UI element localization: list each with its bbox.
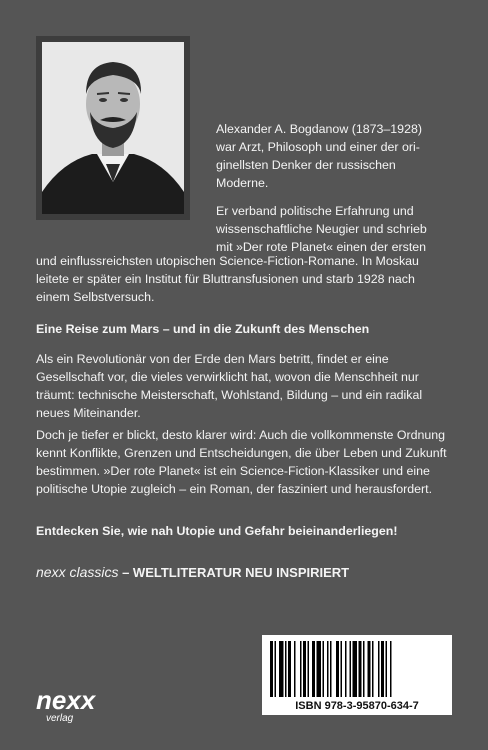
bio-line: mit »Der rote Planet« einen der ersten	[216, 240, 427, 254]
bio-line: war Arzt, Philosoph und einer der ori-	[216, 140, 420, 154]
description-paragraph-2: Doch je tiefer er blickt, desto klarer wird: Auch die vollkommenste Ordnung kennt Konflikte, Grenzen und Entscheidungen, die über Leben und Zukunft bestimmen. »Der rote Planet« ist ein Science-Fiction-Klassiker und eine politische Utopie zugleich – ein Roman, der fasziniert und herausfordert.	[36, 428, 447, 496]
barcode-bar	[336, 641, 339, 697]
bio-line: leitete er später ein Institut für Bluttransfusionen und starb 1928 nach	[36, 272, 415, 286]
description-paragraph-1: Als ein Revolutionär von der Erde den Mars betritt, findet er eine Gesellschaft vor, die vieles verwirklicht hat, wovon die Menschheit nur träumt: technische Meisterschaft, Wohlstand, Bildung – und ein radikal neues Miteinander.	[36, 352, 423, 420]
bio-line	[216, 192, 466, 202]
barcode-bar	[279, 641, 284, 697]
barcode	[262, 635, 452, 715]
bio-right-block	[216, 120, 466, 256]
headline: Eine Reise zum Mars – und in die Zukunft des Menschen	[36, 322, 370, 336]
bio-line: ginellsten Denker der russischen	[216, 158, 396, 172]
barcode-bar	[330, 641, 332, 697]
bio-line: Alexander A. Bogdanow (1873–1928)	[216, 122, 422, 136]
barcode-bar	[303, 641, 306, 697]
portrait-image	[42, 42, 184, 214]
barcode-bar	[350, 641, 352, 697]
logo-subtitle: verlag	[46, 713, 74, 724]
barcode-bar	[294, 641, 296, 697]
barcode-bar	[288, 641, 291, 697]
bio-full-block	[36, 252, 456, 306]
barcode-bar	[368, 641, 371, 697]
barcode-bar	[323, 641, 325, 697]
bio-line: einem Selbstversuch.	[36, 290, 155, 304]
publisher-logo	[36, 685, 96, 724]
barcode-bar	[312, 641, 315, 697]
isbn-text: ISBN 978-3-95870-634-7	[295, 700, 419, 712]
barcode-bars	[270, 641, 444, 697]
barcode-bar	[353, 641, 358, 697]
tagline: Entdecken Sie, wie nah Utopie und Gefahr beieinanderliegen!	[36, 524, 398, 538]
barcode-bar	[300, 641, 302, 697]
barcode-bar	[381, 641, 384, 697]
barcode-bar	[345, 641, 347, 697]
barcode-bar	[363, 641, 365, 697]
barcode-bar	[359, 641, 362, 697]
barcode-bar	[341, 641, 343, 697]
barcode-bar	[372, 641, 374, 697]
series-subtitle: – WELTLITERATUR NEU INSPIRIERT	[118, 565, 350, 580]
barcode-bar	[270, 641, 273, 697]
bio-line: Moderne.	[216, 176, 269, 190]
bio-line: und einflussreichsten utopischen Science-Fiction-Romane. In Moskau	[36, 254, 419, 268]
series-brand: nexx classics	[36, 564, 119, 580]
barcode-bar	[275, 641, 277, 697]
barcode-bar	[386, 641, 388, 697]
barcode-bar	[317, 641, 322, 697]
series-line	[36, 564, 349, 580]
barcode-bar	[378, 641, 380, 697]
barcode-bar	[285, 641, 287, 697]
barcode-bar	[308, 641, 310, 697]
author-portrait	[36, 36, 190, 220]
bio-line: wissenschaftliche Neugier und schrieb	[216, 222, 427, 236]
bio-line: Er verband politische Erfahrung und	[216, 204, 414, 218]
barcode-bar	[327, 641, 329, 697]
logo-wordmark: nexx	[36, 685, 96, 715]
barcode-bar	[390, 641, 392, 697]
